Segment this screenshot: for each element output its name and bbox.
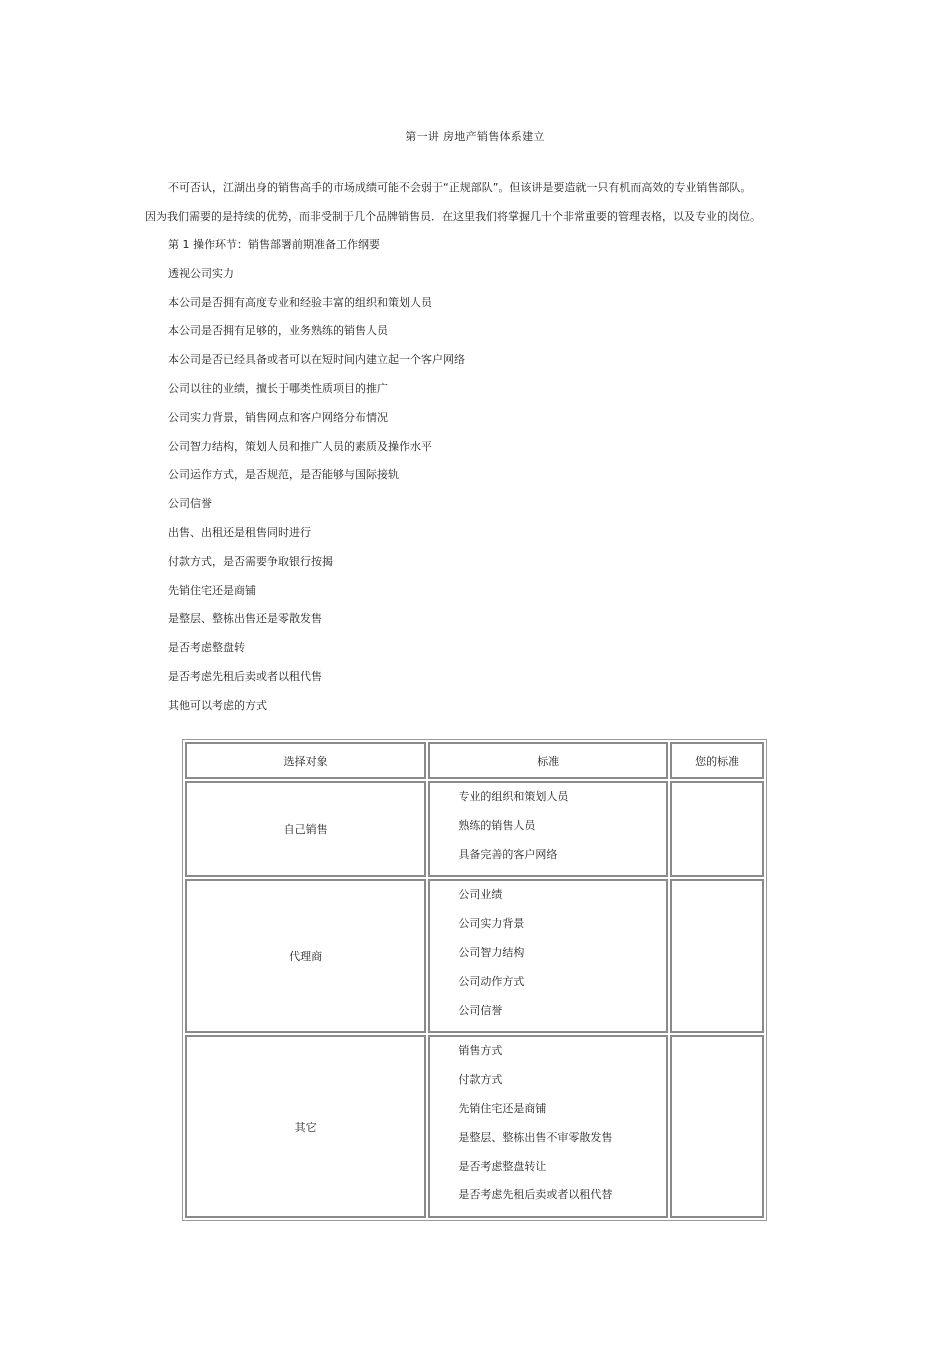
outline-heading: 第 1 操作环节：销售部署前期准备工作纲要 xyxy=(168,238,380,251)
outline-item: 公司实力背景，销售网点和客户网络分布情况 xyxy=(168,410,388,424)
criteria-item: 是否考虑整盘转让 xyxy=(458,1159,547,1173)
criteria-item: 先销住宅还是商铺 xyxy=(458,1101,547,1115)
criteria-cell xyxy=(428,1035,668,1218)
outline-item: 公司智力结构，策划人员和推广人员的素质及操作水平 xyxy=(168,439,432,453)
option-cell: 自己销售 xyxy=(185,781,426,877)
outline-item: 公司以往的业绩，擅长于哪类性质项目的推广 xyxy=(168,381,388,395)
criteria-cell xyxy=(428,781,668,877)
intro-paragraph-line-2: 因为我们需要的是持续的优势，而非受制于几个品牌销售员．在这里我们将掌握几十个非常重要的管理表格，以及专业的岗位。 xyxy=(145,210,761,223)
intro-paragraph-line-1: 不可否认，江湖出身的销售高手的市场成绩可能不会弱于“正规部队”。但该讲是要造就一只有机而高效的专业销售部队。 xyxy=(168,181,752,194)
criteria-item: 公司实力背景 xyxy=(458,917,525,931)
your-criteria-cell xyxy=(670,1035,764,1218)
criteria-item: 是整层、整栋出售不审零散发售 xyxy=(458,1130,613,1144)
table-row xyxy=(185,781,764,877)
table-row xyxy=(185,879,764,1033)
criteria-item: 熟练的销售人员 xyxy=(458,818,536,832)
outline-list xyxy=(168,237,465,727)
criteria-item: 专业的组织和策划人员 xyxy=(458,790,569,803)
header-cell-criteria: 标准 xyxy=(428,742,668,779)
outline-item: 本公司是否已经具备或者可以在短时间内建立起一个客户网络 xyxy=(168,353,465,367)
outline-item: 本公司是否拥有高度专业和经验丰富的组织和策划人员 xyxy=(168,295,432,309)
outline-item: 出售、出租还是租售同时进行 xyxy=(168,525,311,539)
outline-item: 是否考虑整盘转 xyxy=(168,641,245,655)
header-cell-option: 选择对象 xyxy=(185,742,426,779)
your-criteria-cell xyxy=(670,781,764,877)
outline-item: 公司信誉 xyxy=(168,497,212,511)
outline-item: 先销住宅还是商铺 xyxy=(168,583,256,597)
criteria-item: 付款方式 xyxy=(458,1073,503,1087)
criteria-item: 销售方式 xyxy=(458,1044,503,1058)
document-title: 第一讲 房地产销售体系建立 xyxy=(405,130,545,143)
criteria-item: 公司动作方式 xyxy=(458,974,525,988)
your-criteria-cell xyxy=(670,879,764,1033)
criteria-item: 具备完善的客户网络 xyxy=(458,847,558,861)
option-cell: 其它 xyxy=(185,1035,426,1218)
outline-item: 付款方式，是否需要争取银行按揭 xyxy=(168,554,333,568)
criteria-item: 是否考虑先租后卖或者以租代替 xyxy=(458,1188,613,1202)
table-row xyxy=(185,1035,764,1218)
outline-item: 是否考虑先租后卖或者以租代售 xyxy=(168,669,322,683)
outline-item: 本公司是否拥有足够的，业务熟练的销售人员 xyxy=(168,324,388,338)
criteria-cell xyxy=(428,879,668,1033)
outline-item: 是整层、整栋出售还是零散发售 xyxy=(168,612,322,626)
option-cell: 代理商 xyxy=(185,879,426,1033)
criteria-item: 公司智力结构 xyxy=(458,945,525,959)
sales-option-table xyxy=(182,739,767,1221)
criteria-item: 公司信誉 xyxy=(458,1003,503,1017)
table-header-row xyxy=(185,742,764,779)
outline-item: 其他可以考虑的方式 xyxy=(168,698,267,712)
outline-item: 透视公司实力 xyxy=(168,266,234,280)
header-cell-your-criteria: 您的标准 xyxy=(670,742,764,779)
outline-item: 公司运作方式，是否规范，是否能够与国际接轨 xyxy=(168,468,399,482)
criteria-item: 公司业绩 xyxy=(458,888,503,902)
